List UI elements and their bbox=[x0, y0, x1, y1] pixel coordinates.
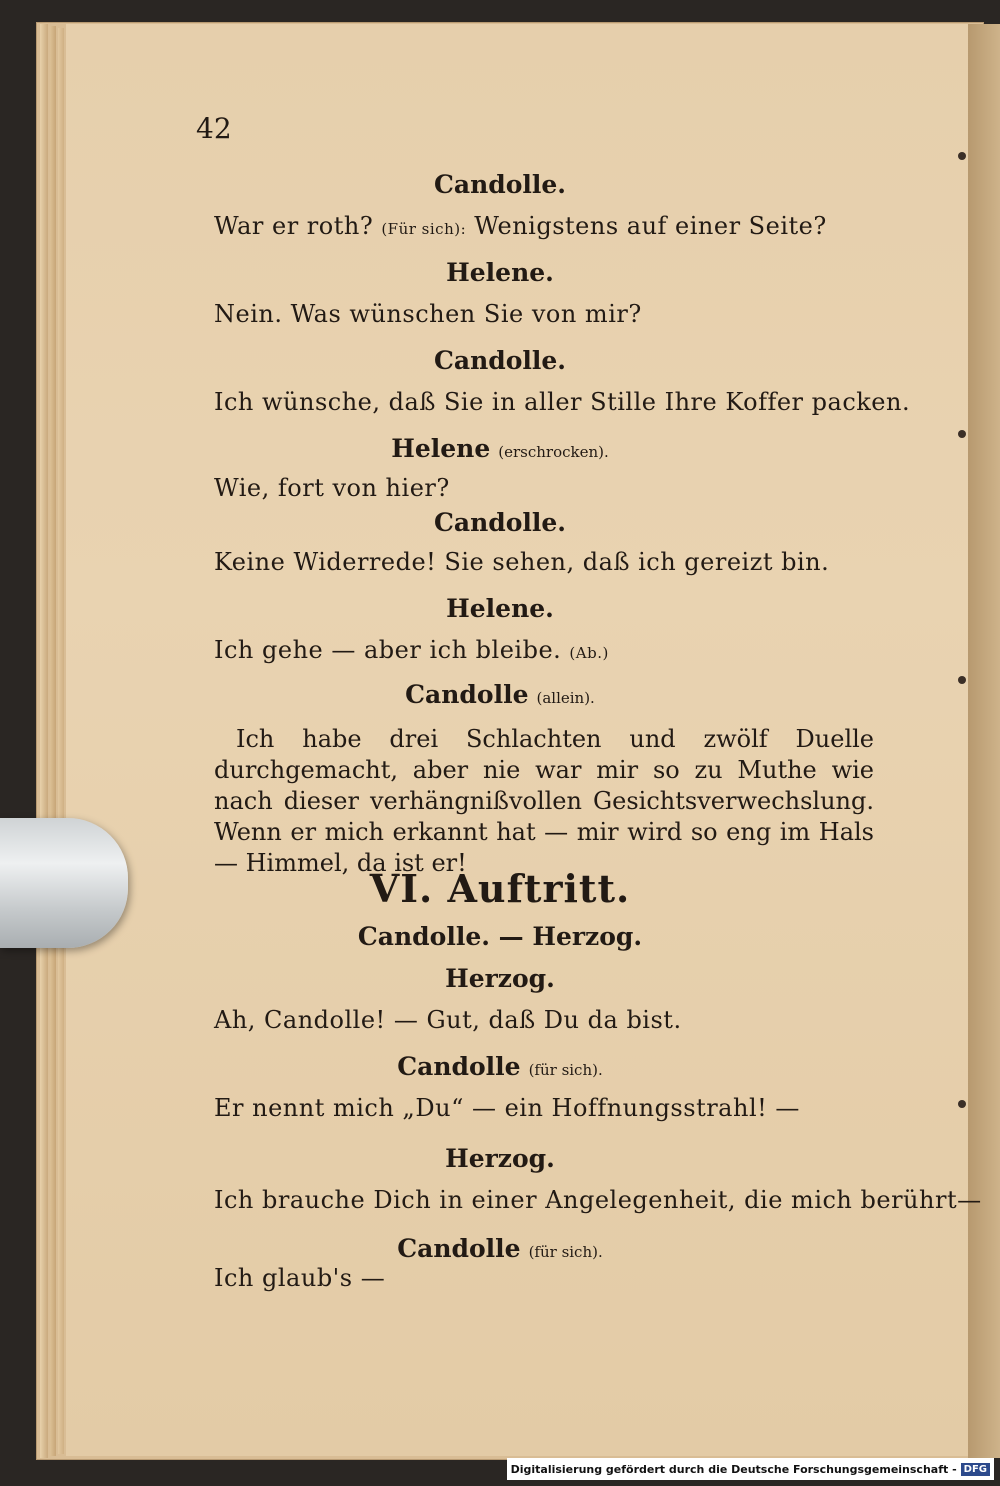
stage-direction: (für sich). bbox=[528, 1243, 603, 1261]
dialogue-line: Ah, Candolle! — Gut, daß Du da bist. bbox=[214, 1006, 682, 1034]
speaker-label: Candolle. bbox=[433, 170, 567, 199]
stage-direction: (erschrocken). bbox=[498, 443, 609, 461]
scene-heading: VI. Auftritt. bbox=[369, 866, 631, 911]
stage-direction: (Ab.) bbox=[569, 644, 609, 662]
monologue-paragraph: Ich habe drei Schlachten und zwölf Duelle durchgemacht, aber nie war mir so zu Muthe wie nach dieser verhängnißvollen Gesichtsverwechslung. Wenn er mich erkannt hat — mir wird so eng im Hals — Himmel, da ist er! bbox=[214, 725, 874, 877]
binding-mark bbox=[958, 1100, 966, 1108]
dialogue-line: Ich gehe — aber ich bleibe. (Ab.) bbox=[214, 636, 609, 664]
scene-characters: Candolle. — Herzog. bbox=[357, 922, 643, 951]
speaker-label: Herzog. bbox=[445, 964, 555, 993]
dialogue-line: Ich wünsche, daß Sie in aller Stille Ihre Koffer packen. bbox=[214, 388, 911, 416]
speaker-label: Candolle (für sich). bbox=[397, 1052, 603, 1081]
speaker-label: Herzog. bbox=[445, 1144, 555, 1173]
dialogue-line: Wie, fort von hier? bbox=[214, 474, 450, 502]
dialogue-line: Ich brauche Dich in einer Angelegenheit, die mich berührt— bbox=[214, 1186, 982, 1214]
speaker-label: Candolle. bbox=[433, 508, 567, 537]
speaker-label: Helene. bbox=[446, 258, 554, 287]
dfg-logo: DFG bbox=[961, 1463, 990, 1476]
dialogue-line: Nein. Was wünschen Sie von mir? bbox=[214, 300, 642, 328]
speaker-label: Candolle (allein). bbox=[405, 680, 595, 709]
stage-direction: (für sich). bbox=[528, 1061, 603, 1079]
speaker-label: Helene (erschrocken). bbox=[391, 434, 609, 463]
speaker-label: Candolle (für sich). bbox=[397, 1234, 603, 1263]
dialogue-line: Ich glaub's — bbox=[214, 1264, 386, 1292]
stage-direction: (allein). bbox=[536, 689, 595, 707]
dialogue-line: Keine Widerrede! Sie sehen, daß ich gereizt bin. bbox=[214, 548, 830, 576]
speaker-label: Candolle. bbox=[433, 346, 567, 375]
binding-mark bbox=[958, 152, 966, 160]
stage-direction: (Für sich): bbox=[381, 220, 467, 238]
footer-bar bbox=[507, 1458, 994, 1480]
funding-credit: Digitalisierung gefördert durch die Deutsche Forschungsgemeinschaft - bbox=[510, 1462, 957, 1476]
dialogue-line: War er roth? (Für sich): Wenigstens auf einer Seite? bbox=[214, 212, 827, 240]
speaker-label: Helene. bbox=[446, 594, 554, 623]
page-number: 42 bbox=[196, 112, 232, 145]
page-holder-clip bbox=[0, 818, 128, 948]
dialogue-line: Er nennt mich „Du“ — ein Hoffnungsstrahl! — bbox=[214, 1094, 800, 1122]
